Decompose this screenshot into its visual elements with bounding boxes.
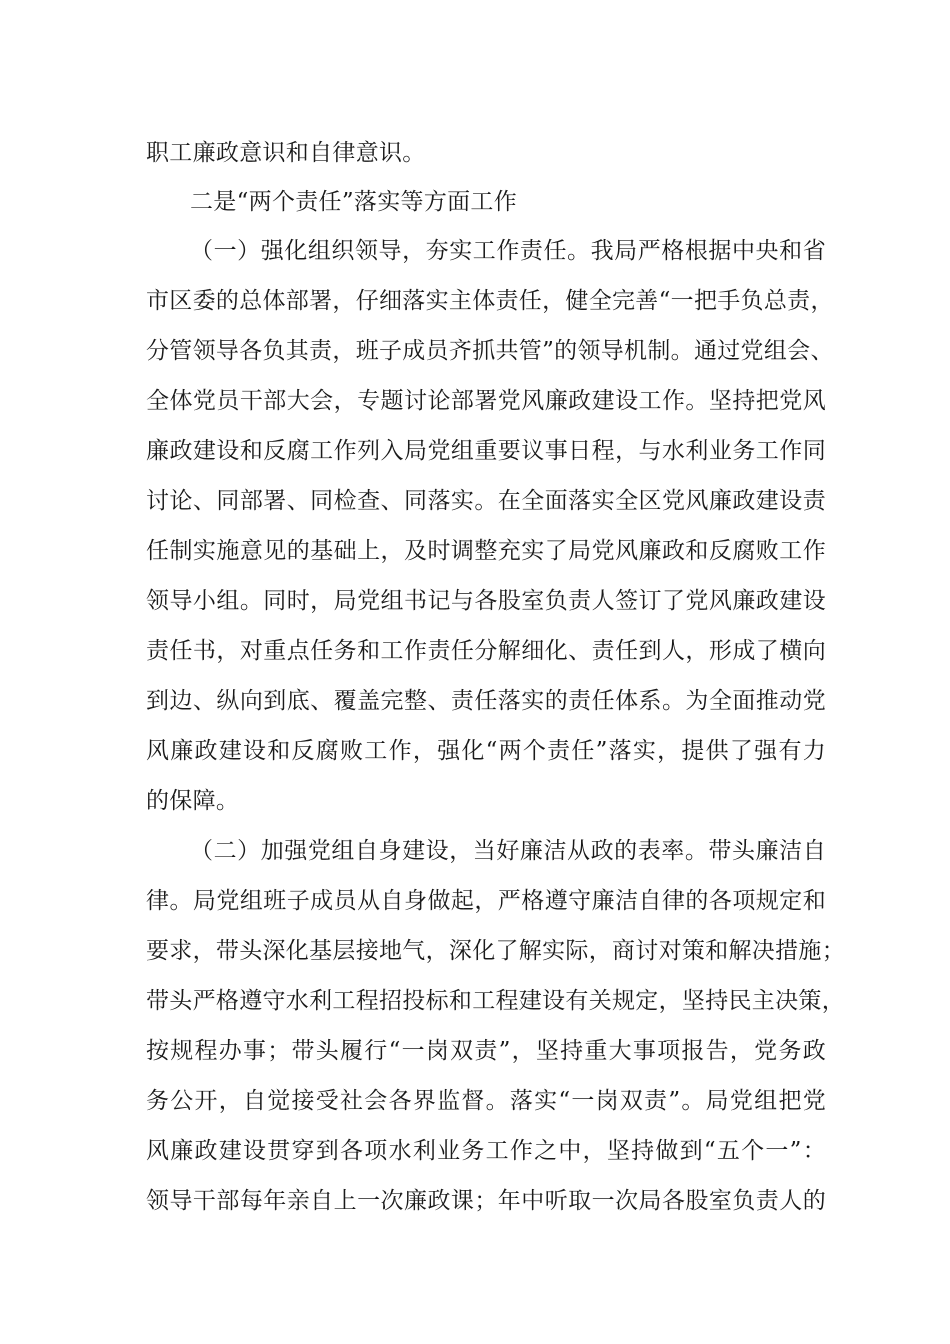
- section-heading: 二是“两个责任”落实等方面工作: [190, 189, 518, 215]
- text-line-1: 职工廉政意识和自律意识。: [146, 140, 426, 166]
- text-line-20: 务公开，自觉接受社会各界监督。落实“一岗双责”。局党组把党: [146, 1088, 826, 1114]
- text-line-15: （二）加强党组自身建设，当好廉洁从政的表率。带头廉洁自: [190, 838, 826, 864]
- text-line-5: 分管领导各负其责，班子成员齐抓共管”的领导机制。通过党组会、: [146, 338, 834, 364]
- text-line-6: 全体党员干部大会，专题讨论部署党风廉政建设工作。坚持把党风: [146, 388, 826, 414]
- text-line-11: 责任书，对重点任务和工作责任分解细化、责任到人，形成了横向: [146, 638, 826, 664]
- text-line-9: 任制实施意见的基础上，及时调整充实了局党风廉政和反腐败工作: [146, 538, 826, 564]
- text-line-4: 市区委的总体部署，仔细落实主体责任，健全完善“一把手负总责，: [146, 288, 834, 314]
- text-line-19: 按规程办事；带头履行“一岗双责”，坚持重大事项报告，党务政: [146, 1038, 826, 1064]
- text-line-13: 风廉政建设和反腐败工作，强化“两个责任”落实，提供了强有力: [146, 738, 826, 764]
- text-line-3: （一）强化组织领导，夯实工作责任。我局严格根据中央和省: [190, 238, 826, 264]
- text-line-10: 领导小组。同时，局党组书记与各股室负责人签订了党风廉政建设: [146, 588, 826, 614]
- text-line-17: 要求，带头深化基层接地气，深化了解实际，商讨对策和解决措施；: [146, 938, 845, 964]
- text-line-7: 廉政建设和反腐工作列入局党组重要议事日程，与水利业务工作同: [146, 438, 826, 464]
- text-line-18: 带头严格遵守水利工程招投标和工程建设有关规定，坚持民主决策，: [146, 988, 845, 1014]
- text-line-21: 风廉政建设贯穿到各项水利业务工作之中，坚持做到“五个一”：: [146, 1138, 826, 1164]
- text-line-16: 律。局党组班子成员从自身做起，严格遵守廉洁自律的各项规定和: [146, 888, 826, 914]
- text-line-12: 到边、纵向到底、覆盖完整、责任落实的责任体系。为全面推动党: [146, 688, 826, 714]
- text-line-22: 领导干部每年亲自上一次廉政课；年中听取一次局各股室负责人的: [146, 1188, 826, 1214]
- text-line-14: 的保障。: [146, 788, 240, 814]
- text-line-8: 讨论、同部署、同检查、同落实。在全面落实全区党风廉政建设责: [146, 488, 826, 514]
